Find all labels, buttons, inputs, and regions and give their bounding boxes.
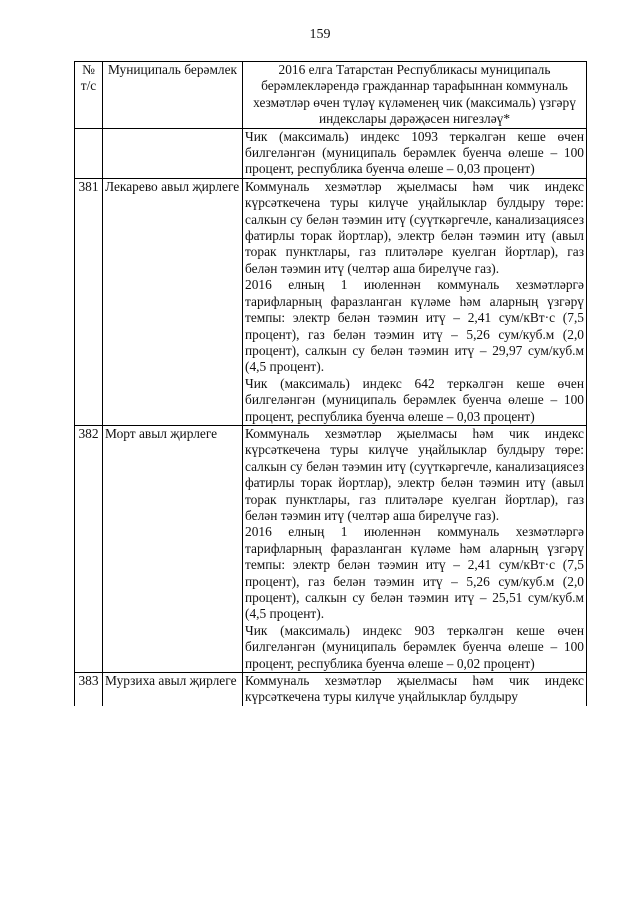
description-paragraph: Чик (максималь) индекс 903 теркәлгән кеше өчен билгеләнгән (муниципаль берәмлек буенча өлеше – 100 процент, республика буенча өлеше – 0,02 процент): [245, 622, 584, 671]
row-description: [243, 673, 587, 706]
header-municipality: Муниципаль берәмлек: [103, 62, 243, 129]
description-paragraph: 2016 елның 1 июленнән коммуналь хезмәтләргә тарифларның фаразланган күләме һәм аларның үзгәрү темпы: электр белән тәэмин итү – 2,41 сум/кВт·с (7,5 процент), газ белән тәэмин итү – 5,26 сум/куб.м (2,0 процент), салкын су белән тәэмин итү – 29,97 сум/куб.м (4,5 процент).: [245, 277, 584, 375]
description-paragraph: Коммуналь хезмәтләр җыелмасы һәм чик индекс күрсәткечена туры килүче уңайлыклар булдыру төре: салкын су белән тәэмин итү (суүткәргечле, канализациясез фатирлы торак йортлар), электр белән тәэмин итү (авыл торак пунктлары, газ плитәләре куелган йортлар), газ белән тәэмин итү (челтәр аша бирелүче газ).: [245, 425, 584, 523]
header-num: № т/с: [75, 62, 103, 129]
table-body: [75, 128, 587, 706]
page-number: 159: [309, 27, 331, 42]
row-number: 382: [75, 425, 103, 672]
table-row: [75, 178, 587, 425]
header-description: 2016 елга Татарстан Республикасы муниципаль берәмлекләрендә гражданнар тарафыннан коммуналь хезмәтләр өчен түләү күләменең чик (максималь) үзгәрү индекслары дәрәҗәсен нигезләү*: [243, 62, 587, 129]
description-paragraph: Коммуналь хезмәтләр җыелмасы һәм чик индекс күрсәткечена туры килүче уңайлыклар булдыру: [245, 673, 584, 705]
row-description: [243, 128, 587, 178]
row-description: [243, 178, 587, 425]
table-row: [75, 673, 587, 706]
table-row: [75, 128, 587, 178]
row-municipality: Мурзиха авыл җирлеге: [103, 673, 243, 706]
table-header-row: [75, 62, 587, 129]
row-number: [75, 128, 103, 178]
index-table: [74, 61, 587, 706]
description-paragraph: Чик (максималь) индекс 642 теркәлгән кеше өчен билгеләнгән (муниципаль берәмлек буенча өлеше – 100 процент, республика буенча өлеше – 0,03 процент): [245, 375, 584, 424]
row-municipality: Лекарево авыл җирлеге: [103, 178, 243, 425]
row-municipality: [103, 128, 243, 178]
description-paragraph: Коммуналь хезмәтләр җыелмасы һәм чик индекс күрсәткечена туры килүче уңайлыклар булдыру төре: салкын су белән тәэмин итү (суүткәргечле, канализациясез фатирлы торак йортлар), электр белән тәэмин итү (авыл торак пунктлары, газ плитәләре куелган йортлар), газ белән тәэмин итү (челтәр аша бирелүче газ).: [245, 178, 584, 276]
row-municipality: Морт авыл җирлеге: [103, 425, 243, 672]
description-paragraph: 2016 елның 1 июленнән коммуналь хезмәтләргә тарифларның фаразланган күләме һәм аларның үзгәрү темпы: электр белән тәэмин итү – 2,41 сум/кВт·с (7,5 процент), газ белән тәэмин итү – 5,26 сум/куб.м (2,0 процент), салкын су белән тәэмин итү – 25,51 сум/куб.м (4,5 процент).: [245, 524, 584, 622]
row-number: 381: [75, 178, 103, 425]
row-number: 383: [75, 673, 103, 706]
table-row: [75, 425, 587, 672]
row-description: [243, 425, 587, 672]
description-paragraph: Чик (максималь) индекс 1093 теркәлгән кеше өчен билгеләнгән (муниципаль берәмлек буенча өлеше – 100 процент, республика буенча өлеше – 0,03 процент): [245, 128, 584, 177]
